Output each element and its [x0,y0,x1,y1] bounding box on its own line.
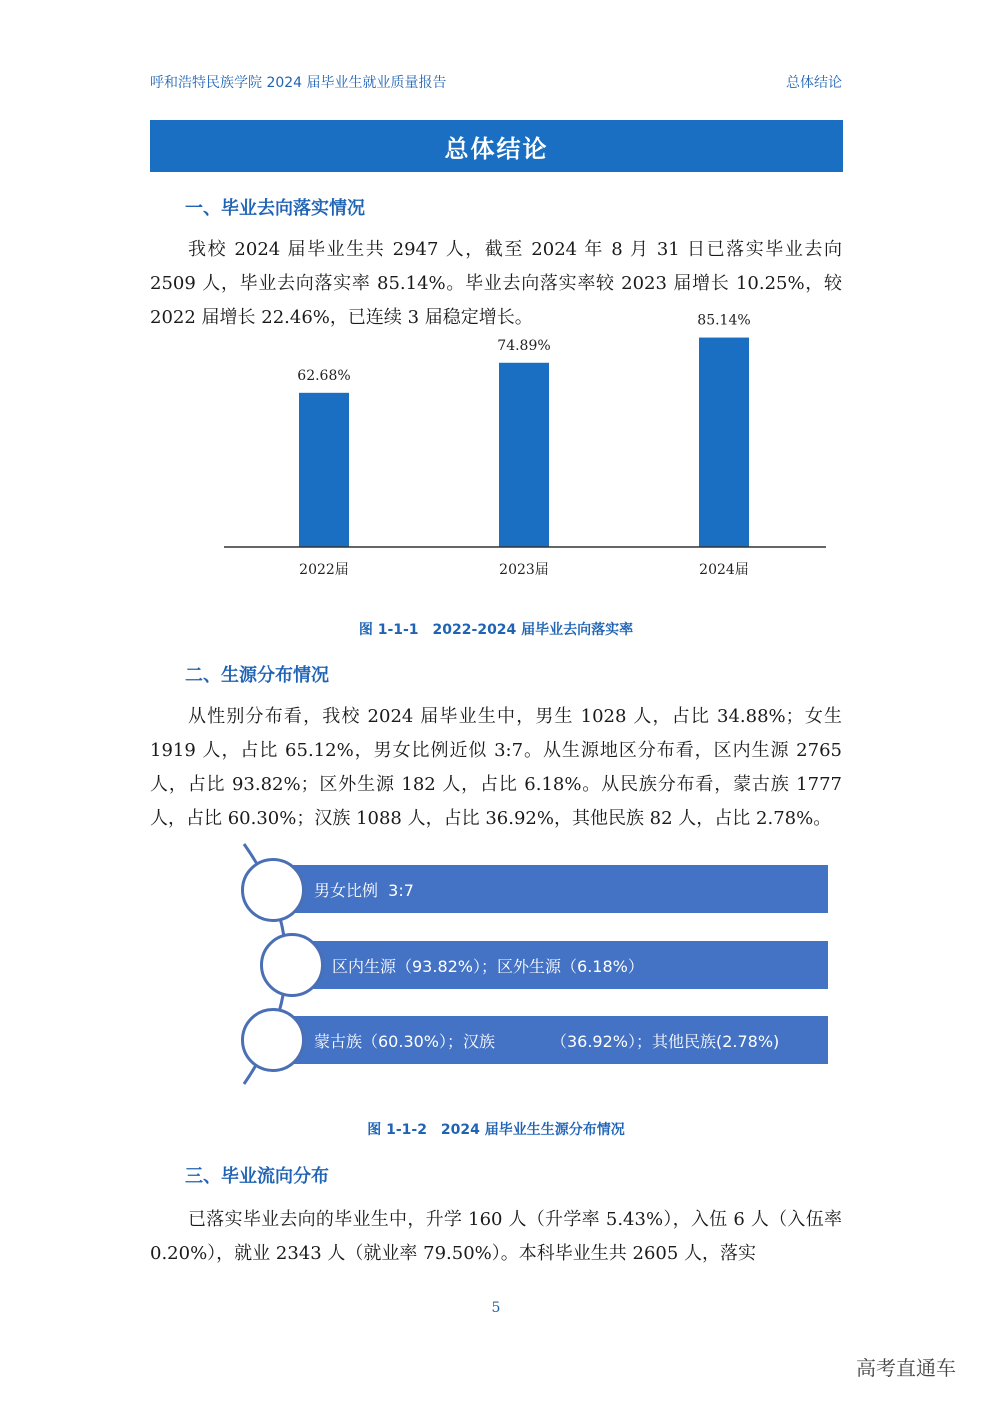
page-number: 5 [491,1300,501,1316]
bar-2 [499,363,549,547]
header-section-name: 总体结论 [786,75,842,91]
distribution-label-region: 区内生源（93.82%）；区外生源（6.18%） [332,956,644,976]
x-tick-label-1: 2022届 [299,562,349,578]
bar-3 [699,338,749,547]
distribution-label-ethnicity: 蒙古族（60.30%）；汉族 （36.92%）；其他民族(2.78%) [314,1031,780,1051]
data-label-3: 85.14% [697,312,751,329]
watermark-text: 高考直通车 [856,1356,956,1380]
header-report-title: 呼和浩特民族学院 2024 届毕业生就业质量报告 [150,75,447,91]
bar-1 [299,393,349,547]
distribution-bar-ethnicity [272,1016,828,1064]
bar-chart-destination-rate [150,312,842,590]
distribution-circle-1 [241,858,305,922]
x-tick-label-2: 2023届 [499,562,549,578]
x-tick-label-3: 2024届 [699,562,749,578]
distribution-circle-2 [260,933,324,997]
distribution-label-gender: 男女比例 3:7 [314,880,414,900]
distribution-circle-3 [241,1008,305,1072]
paragraph-student-source: 从性别分布看，我校 2024 届毕业生中，男生 1028 人，占比 34.88%；女生 1919 人，占比 65.12%，男女比例近似 3:7。从生源地区分布看，区内生源 2765 人，占比 93.82%；区外生源 182 人，占比 6.18%。从民族分布看，蒙古族 1777 人，占比 60.30%；汉族 1088 人，占比 36.92%，其他民族 82 人，占比 2.78%。 [150,706,842,829]
heading-graduate-flow: 三、毕业流向分布 [185,1166,329,1187]
data-label-1: 62.68% [297,367,351,384]
source-distribution-figure [230,840,800,1090]
heading-student-source: 二、生源分布情况 [185,665,329,686]
section-banner: 总体结论 [150,120,843,172]
distribution-bar-region [290,941,828,989]
distribution-bar-gender [272,865,828,913]
heading-graduation-destination: 一、毕业去向落实情况 [185,198,365,219]
paragraph-destination-rate: 我校 2024 届毕业生共 2947 人，截至 2024 年 8 月 31 日已落实毕业去向 2509 人，毕业去向落实率 85.14%。毕业去向落实率较 2023 届增长 10.25%，较 2022 届增长 22.46%，已连续 3 届稳定增长。 [150,239,842,328]
figure-caption-1: 图 1-1-1 2022-2024 届毕业去向落实率 [358,622,634,638]
paragraph-graduate-flow: 已落实毕业去向的毕业生中，升学 160 人（升学率 5.43%），入伍 6 人（入伍率 0.20%），就业 2343 人（就业率 79.50%）。本科毕业生共 2605 人，落实 [150,1209,842,1264]
figure-caption-2: 图 1-1-2 2024 届毕业生生源分布情况 [367,1122,625,1138]
data-label-2: 74.89% [497,337,551,354]
